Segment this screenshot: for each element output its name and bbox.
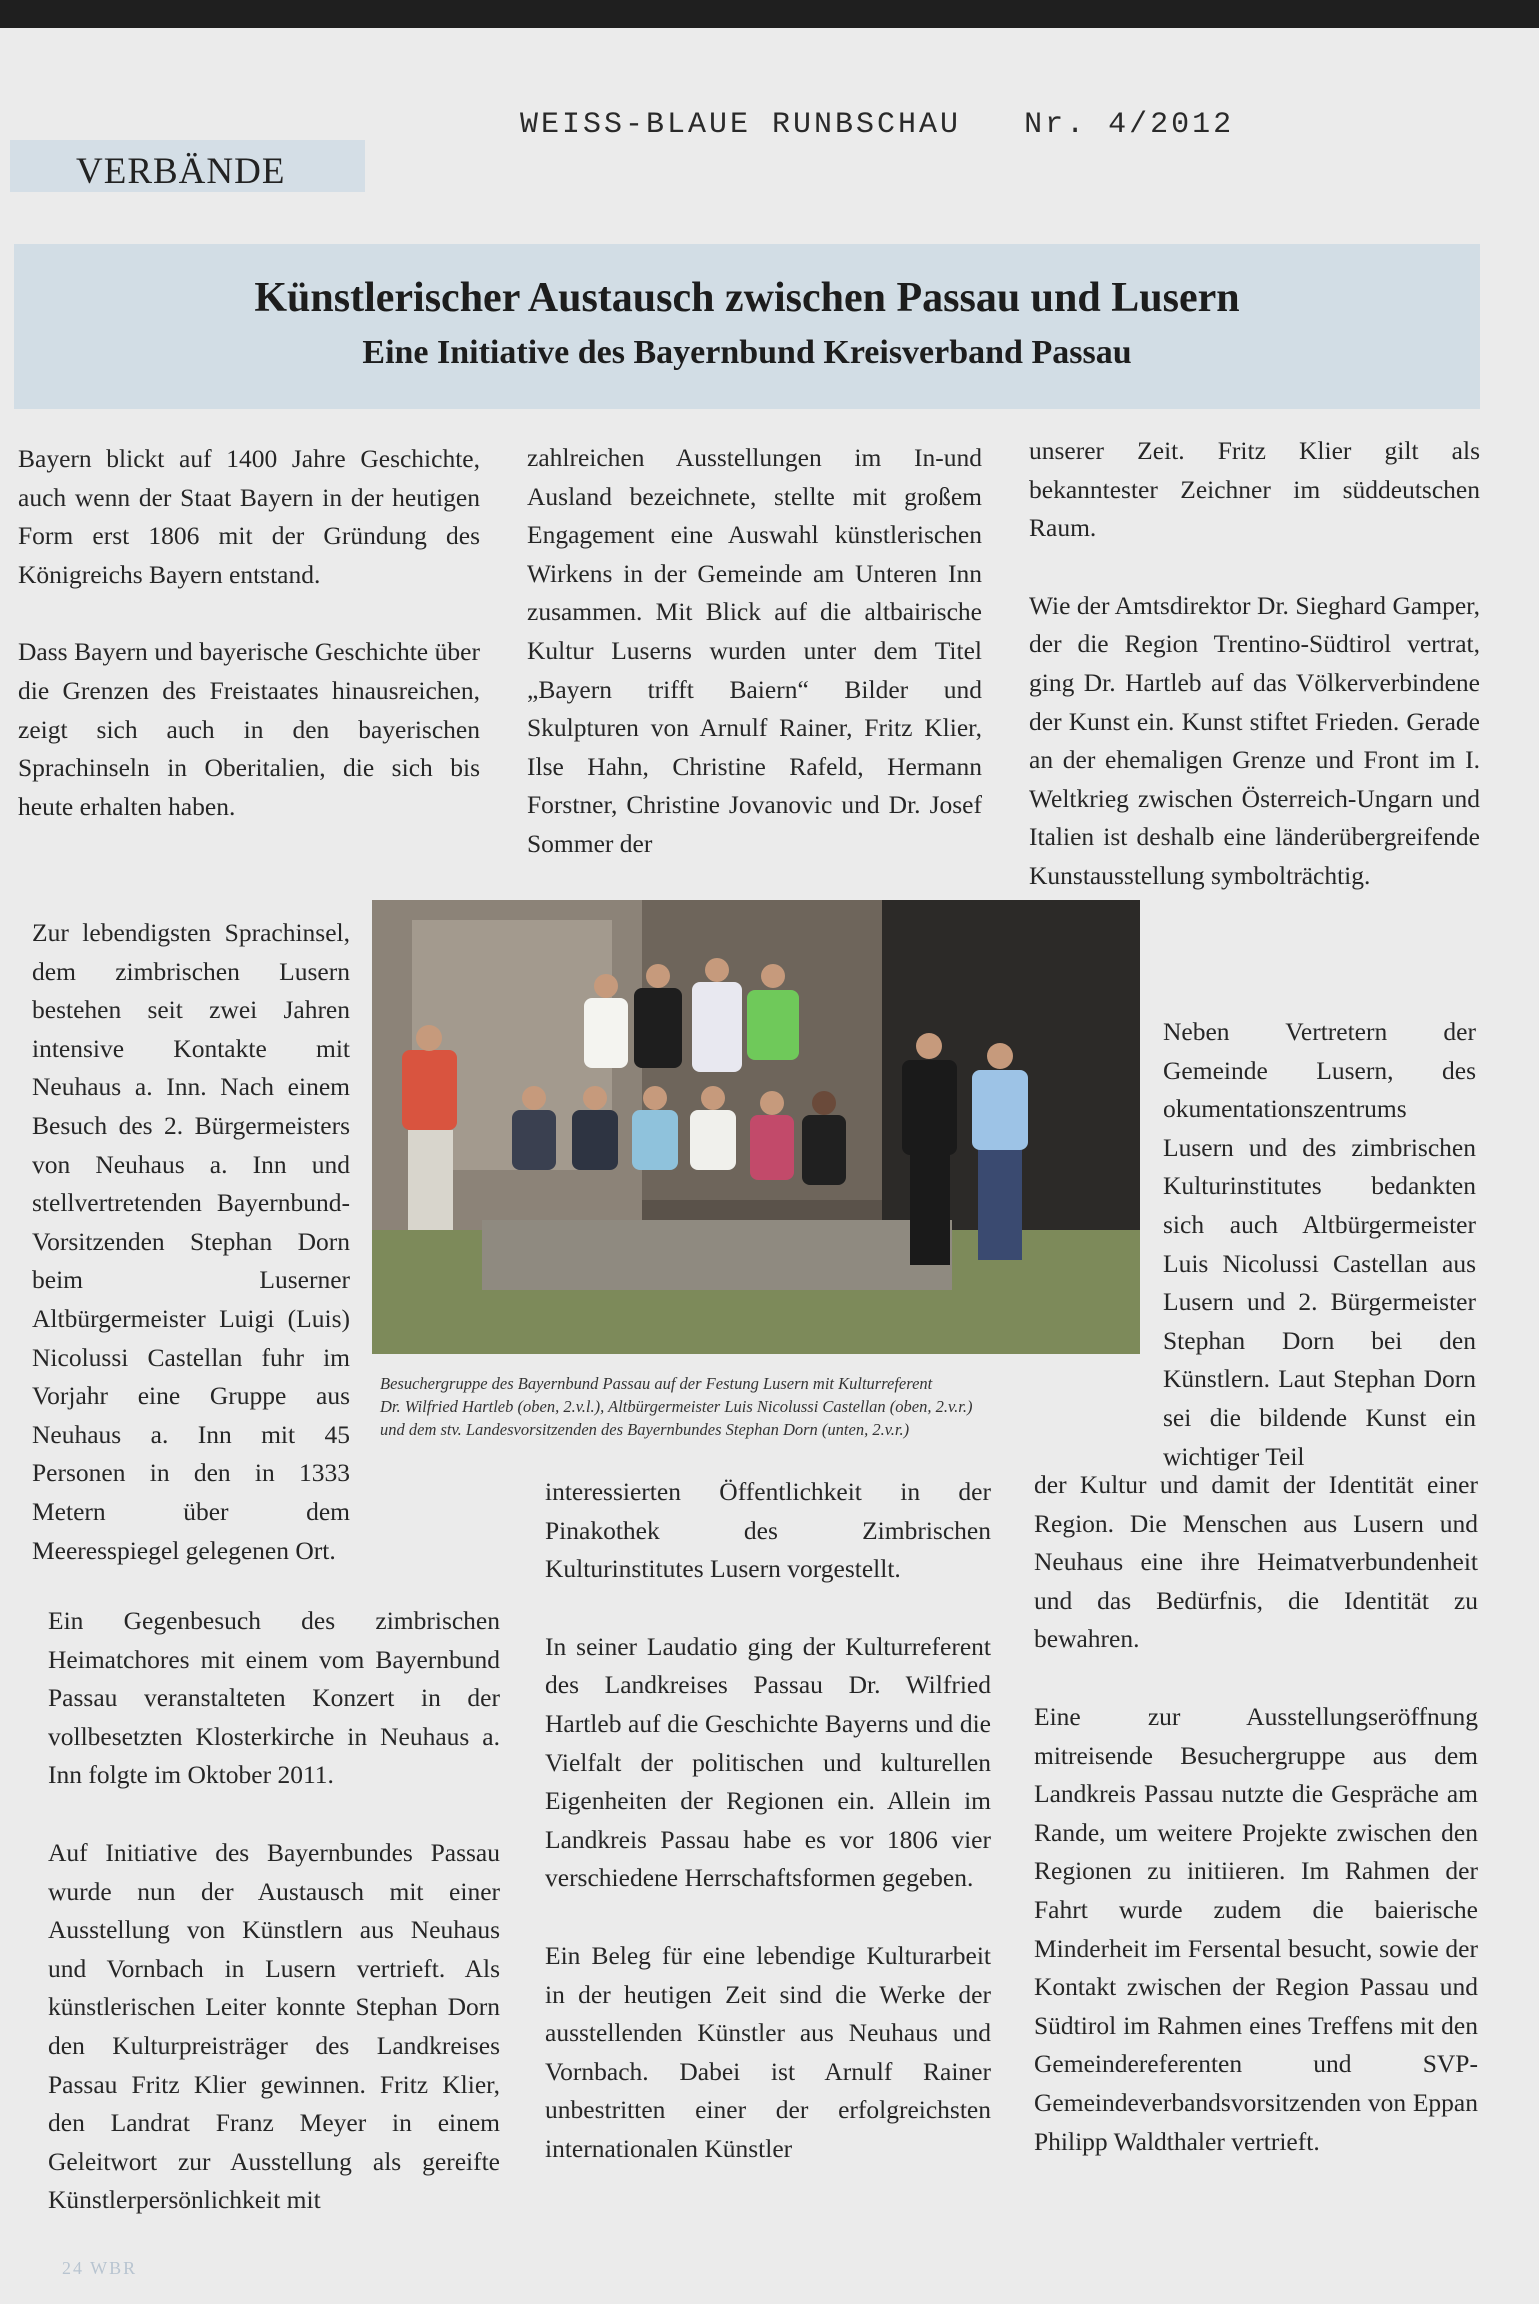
column-left-mid [32,914,350,1570]
caption-line: und dem stv. Landesvorsitzenden des Bayernbundes Stephan Dorn (unten, 2.v.r.) [380,1420,910,1439]
paragraph: Zur lebendigsten Sprachinsel, dem zimbrischen Lusern bestehen seit zwei Jahren intensive Kontakte mit Neuhaus a. Inn. Nach einem Besuch des 2. Bürgermeisters von Neuhaus a. Inn und stellvertretenden Bayernbund-Vorsitzenden Stephan Dorn beim Luserner Altbürgermeister Luigi (Luis) Nicolussi Castellan fuhr im Vorjahr eine Gruppe aus Neuhaus a. Inn mit 45 Personen in den in 1333 Metern über dem Meeresspiegel gelegenen Ort. [32,918,350,1565]
headline-band [14,244,1480,409]
column-middle-bottom [545,1473,991,2169]
section-label: VERBÄNDE [10,140,365,192]
issue-number: Nr. 4/2012 [1024,108,1235,142]
column-middle-top [527,439,982,864]
paragraph: Ein Gegenbesuch des zimbrischen Heimatchores mit einem vom Bayernbund Passau veranstalteten Konzert in der vollbesetzten Klosterkirche in Neuhaus a. Inn folgte im Oktober 2011. [48,1606,500,1790]
paragraph: Neben Vertretern der Gemeinde Lusern, des okumentationszentrums Lusern und des zimbrischen Kulturinstitutes bedankten sich auch Altbürgermeister Luis Nicolussi Castellan aus Lusern und 2. Bürgermeister Stephan Dorn bei den Künstlern. Laut Stephan Dorn sei die bildende Kunst ein wichtiger Teil [1163,1017,1476,1471]
paragraph: Bayern blickt auf 1400 Jahre Geschichte, auch wenn der Staat Bayern in der heutigen Form erst 1806 mit der Gründung des Königreichs Bayern entstand. [18,444,480,589]
running-header [520,108,1240,142]
column-right-bottom [1034,1466,1478,2161]
column-left-bottom [48,1602,500,2220]
subheadline: Eine Initiative des Bayernbund Kreisverband Passau [362,334,1132,371]
paragraph: In seiner Laudatio ging der Kulturreferent des Landkreises Passau Dr. Wilfried Hartleb auf die Geschichte Bayerns und die Vielfalt der politischen und kulturellen Eigenheiten der Regionen ein. Allein im Landkreis Passau habe es vor 1806 vier verschiedene Herrschaftsformen gegeben. [545,1631,991,1893]
paragraph: interessierten Öffentlichkeit in der Pinakothek des Zimbrischen Kulturinstitutes Lusern vorgestellt. [545,1477,991,1584]
group-photo [372,900,1140,1354]
column-right-top [1029,432,1480,896]
paragraph: Eine zur Ausstellungseröffnung mitreisende Besuchergruppe aus dem Landkreis Passau nutzte die Gespräche am Rande, um weitere Projekte zwischen den Regionen zu initiieren. Im Rahmen der Fahrt wurde zudem die baierische Minderheit im Fersental besucht, sowie der Kontakt zwischen der Region Passau und Südtirol im Rahmen eines Treffens mit den Gemeindereferenten und SVP-Gemeindeverbandsvorsitzenden von Eppan Philipp Waldthaler vertrieft. [1034,1701,1478,2156]
publication-name: WEISS-BLAUE RUNBSCHAU [520,108,962,142]
paragraph: Ein Beleg für eine lebendige Kulturarbeit in der heutigen Zeit sind die Werke der ausstellenden Künstler aus Neuhaus und Vornbach. Dabei ist Arnulf Rainer unbestritten einer der erfolgreichsten internationalen Künstler [545,1940,991,2163]
group-photo-illustration [372,900,1140,1354]
paragraph: Dass Bayern und bayerische Geschichte über die Grenzen des Freistaates hinausreichen, zeigt sich auch in den bayerischen Sprachinseln in Oberitalien, die sich bis heute erhalten haben. [18,637,480,821]
paragraph: Auf Initiative des Bayernbundes Passau wurde nun der Austausch mit einer Ausstellung von Künstlern aus Neuhaus und Vornbach in Lusern vertrieft. Als künstlerischen Leiter konnte Stephan Dorn den Kulturpreisträger des Landkreises Passau Fritz Klier gewinnen. Fritz Klier, den Landrat Franz Meyer in einem Geleitwort zur Ausstellung als gereifte Künstlerpersönlichkeit mit [48,1837,500,2215]
paragraph: zahlreichen Ausstellungen im In-und Ausland bezeichnete, stellte mit großem Engagement eine Auswahl künstlerischen Wirkens in der Gemeinde am Unteren Inn zusammen. Mit Blick auf die altbairische Kultur Luserns wurden unter dem Titel „Bayern trifft Baiern“ Bilder und Skulpturen von Arnulf Rainer, Fritz Klier, Ilse Hahn, Christine Rafeld, Hermann Forstner, Christine Jovanovic und Dr. Josef Sommer der [527,443,982,858]
column-right-mid [1163,1013,1476,1476]
caption-line: Besuchergruppe des Bayernbund Passau auf der Festung Lusern mit Kulturreferent [380,1374,933,1393]
column-left-top [18,440,480,826]
paragraph: der Kultur und damit der Identität einer Region. Die Menschen aus Lusern und Neuhaus eine ihre Heimatverbundenheit und das Bedürfnis, die Identität zu bewahren. [1034,1470,1478,1654]
photo-caption [380,1372,1110,1441]
paragraph: unserer Zeit. Fritz Klier gilt als bekanntester Zeichner im süddeutschen Raum. [1029,436,1480,543]
caption-line: Dr. Wilfried Hartleb (oben, 2.v.l.), Altbürgermeister Luis Nicolussi Castellan (oben, 2.v.r.) [380,1397,973,1416]
page-number: 24 WBR [62,2258,138,2278]
paragraph: Wie der Amtsdirektor Dr. Sieghard Gamper, der die Region Trentino-Südtirol vertrat, ging Dr. Hartleb auf das Völkerverbindene der Kunst ein. Kunst stiftet Frieden. Gerade an der ehemaligen Grenze und Front im I. Weltkrieg zwischen Österreich-Ungarn und Italien ist deshalb eine länderübergreifende Kunstausstellung symbolträchtig. [1029,590,1480,890]
headline: Künstlerischer Austausch zwischen Passau und Lusern [254,275,1240,321]
